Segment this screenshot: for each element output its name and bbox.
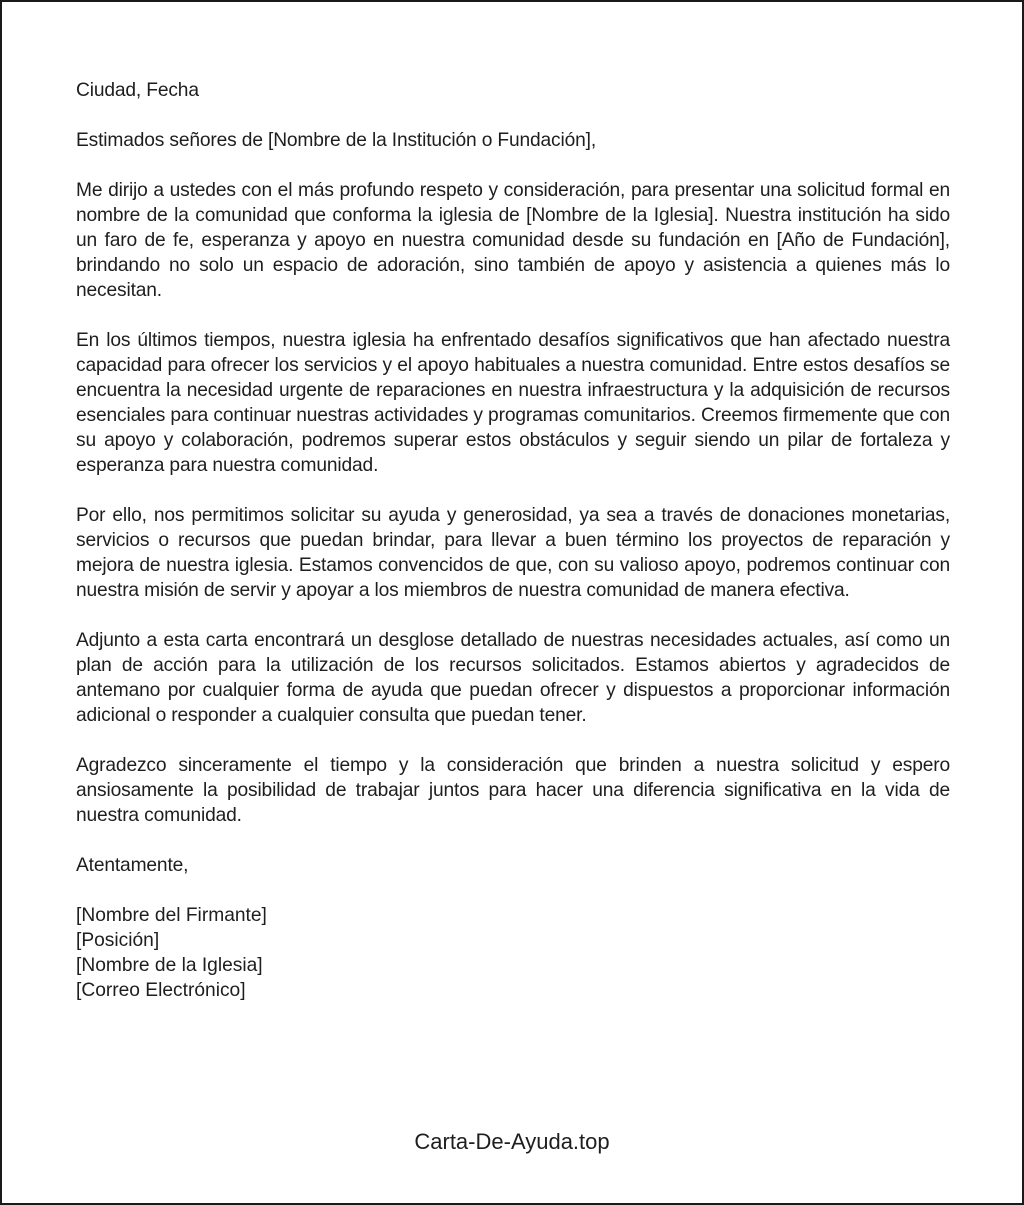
paragraph-thanks: Agradezco sinceramente el tiempo y la consideración que brinden a nuestra solicitud y espero ansiosamente la posibilidad de trabajar juntos para hacer una diferencia significativa en la vida de nuestra comunidad. xyxy=(76,755,950,826)
place-date: Ciudad, Fecha xyxy=(76,80,199,101)
closing: Atentamente, xyxy=(76,855,189,876)
paragraph-intro: Me dirijo a ustedes con el más profundo respeto y consideración, para presentar una solicitud formal en nombre de la comunidad que conforma la iglesia de [Nombre de la Iglesia]. Nuestra institución ha sido un faro de fe, esperanza y apoyo en nuestra comunidad desde su fundación en [Año de Fundación], brindando no solo un espacio de adoración, sino también de apoyo y asistencia a quienes más lo necesitan. xyxy=(76,180,950,301)
signer-name: [Nombre del Firmante] xyxy=(76,905,267,926)
signer-email: [Correo Electrónico] xyxy=(76,980,246,1001)
site-footer: Carta-De-Ayuda.top xyxy=(414,1129,610,1154)
paragraph-challenges: En los últimos tiempos, nuestra iglesia ha enfrentado desafíos significativos que han afectado nuestra capacidad para ofrecer los servicios y el apoyo habituales a nuestra comunidad. Entre estos desafíos se encuentra la necesidad urgente de reparaciones en nuestra infraestructura y la adquisición de recursos esenciales para continuar nuestras actividades y programas comunitarios. Creemos firmemente que con su apoyo y colaboración, podremos superar estos obstáculos y seguir siendo un pilar de fortaleza y esperanza para nuestra comunidad. xyxy=(76,330,950,476)
paragraph-request: Por ello, nos permitimos solicitar su ayuda y generosidad, ya sea a través de donaciones monetarias, servicios o recursos que puedan brindar, para llevar a buen término los proyectos de reparación y mejora de nuestra iglesia. Estamos convencidos de que, con su valioso apoyo, podremos continuar con nuestra misión de servir y apoyar a los miembros de nuestra comunidad de manera efectiva. xyxy=(76,505,950,601)
signer-church: [Nombre de la Iglesia] xyxy=(76,955,263,976)
paragraph-attachment: Adjunto a esta carta encontrará un desglose detallado de nuestras necesidades actuales, así como un plan de acción para la utilización de los recursos solicitados. Estamos abiertos y agradecidos de antemano por cualquier forma de ayuda que puedan ofrecer y dispuestos a proporcionar información adicional o responder a cualquier consulta que puedan tener. xyxy=(76,630,950,726)
letter-body xyxy=(76,78,950,1003)
signature-block xyxy=(76,903,950,1003)
salutation: Estimados señores de [Nombre de la Institución o Fundación], xyxy=(76,130,597,151)
signer-position: [Posición] xyxy=(76,930,160,951)
